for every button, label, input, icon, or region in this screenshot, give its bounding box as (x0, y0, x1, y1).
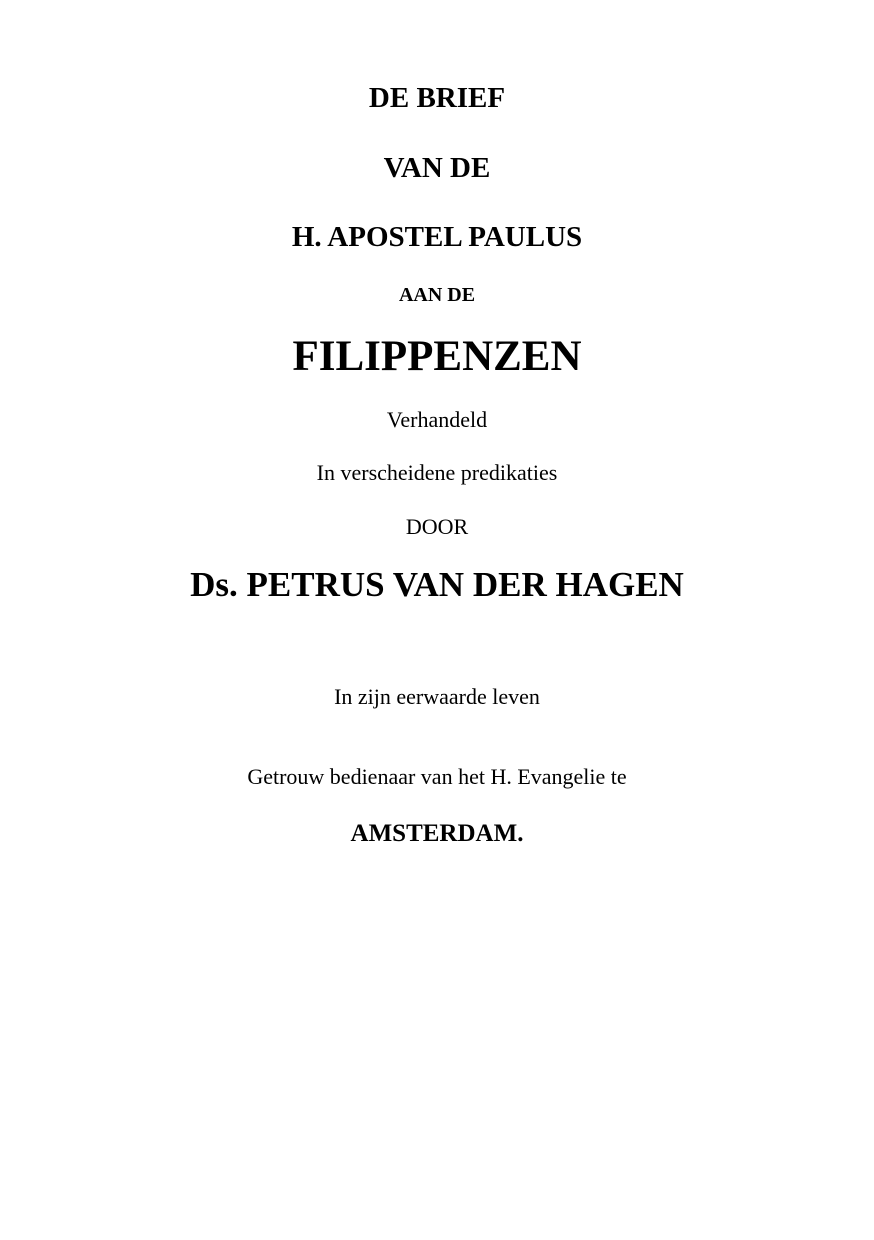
title-line-apostle: H. APOSTEL PAULUS (291, 221, 583, 253)
subtitle-door: DOOR (405, 514, 469, 539)
title-line-van-de: VAN DE (383, 152, 491, 184)
author-life-note: In zijn eerwaarde leven (334, 684, 540, 709)
title-line-aan-de: AAN DE (398, 284, 476, 306)
subtitle-verhandeld: Verhandeld (386, 407, 488, 432)
title-line-de-brief: DE BRIEF (368, 82, 506, 114)
author-role: Getrouw bedienaar van het H. Evangelie te (247, 764, 627, 789)
subtitle-predikaties: In verscheidene predikaties (316, 460, 558, 485)
place-name: AMSTERDAM. (350, 820, 524, 847)
author-name: Ds. PETRUS VAN DER HAGEN (190, 565, 684, 604)
main-title: FILIPPENZEN (292, 333, 582, 380)
